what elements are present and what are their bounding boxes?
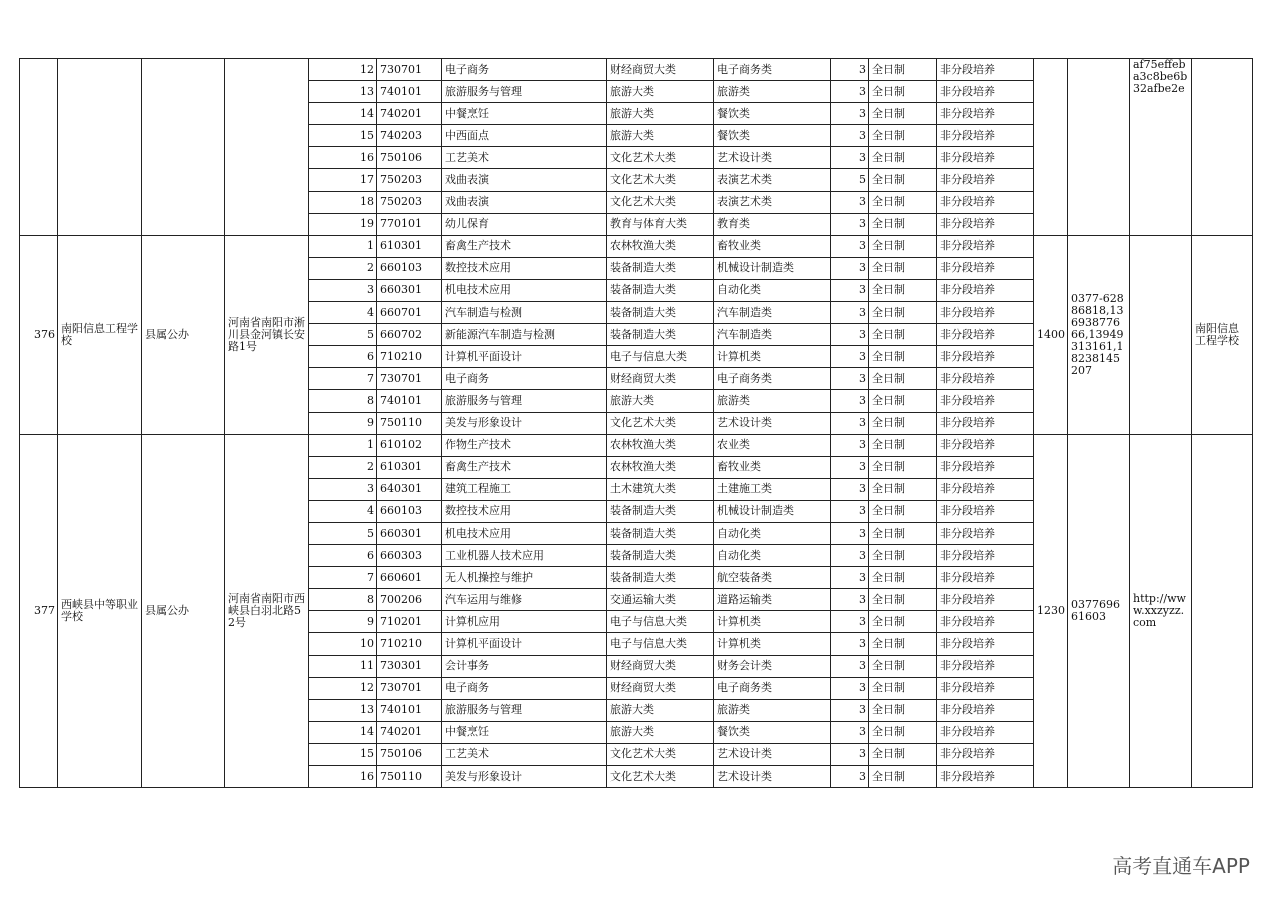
years-cell: 3 (831, 766, 869, 788)
study-mode-cell: 全日制 (869, 302, 937, 324)
enrollment-cell: 1230 (1034, 434, 1068, 788)
subcategory-cell: 教育类 (714, 213, 831, 235)
study-mode-cell: 全日制 (869, 169, 937, 191)
seq-cell: 11 (309, 655, 377, 677)
major-code-cell: 740101 (377, 81, 442, 103)
major-name-cell: 汽车制造与检测 (442, 302, 607, 324)
study-mode-cell: 全日制 (869, 699, 937, 721)
seq-cell: 9 (309, 611, 377, 633)
training-type-cell: 非分段培养 (937, 677, 1034, 699)
enrollment-cell: 1400 (1034, 235, 1068, 434)
years-cell: 3 (831, 478, 869, 500)
study-mode-cell: 全日制 (869, 59, 937, 81)
training-type-cell: 非分段培养 (937, 456, 1034, 478)
seq-cell: 2 (309, 456, 377, 478)
major-name-cell: 电子商务 (442, 368, 607, 390)
major-code-cell: 660601 (377, 567, 442, 589)
remark-cell (1192, 434, 1253, 788)
table-row (20, 235, 1253, 257)
training-type-cell: 非分段培养 (937, 103, 1034, 125)
subcategory-cell: 表演艺术类 (714, 169, 831, 191)
study-mode-cell: 全日制 (869, 368, 937, 390)
major-name-cell: 工业机器人技术应用 (442, 545, 607, 567)
category-cell: 旅游大类 (607, 721, 714, 743)
phone-cell: 0377-62886818,13693877666,13949313161,18238145207 (1068, 235, 1130, 434)
major-code-cell: 610301 (377, 235, 442, 257)
years-cell: 3 (831, 324, 869, 346)
school-name-cell: 南阳信息工程学校 (58, 235, 142, 434)
major-code-cell: 610301 (377, 456, 442, 478)
category-cell: 旅游大类 (607, 81, 714, 103)
category-cell: 文化艺术大类 (607, 412, 714, 434)
training-type-cell: 非分段培养 (937, 279, 1034, 301)
years-cell: 3 (831, 125, 869, 147)
years-cell: 3 (831, 500, 869, 522)
major-code-cell: 730701 (377, 677, 442, 699)
subcategory-cell: 餐饮类 (714, 103, 831, 125)
address-cell: 河南省南阳市西峡县白羽北路52号 (225, 434, 309, 788)
major-code-cell: 610102 (377, 434, 442, 456)
training-type-cell: 非分段培养 (937, 699, 1034, 721)
category-cell: 旅游大类 (607, 103, 714, 125)
subcategory-cell: 财务会计类 (714, 655, 831, 677)
table-body (20, 59, 1253, 788)
seq-cell: 7 (309, 567, 377, 589)
category-cell: 装备制造大类 (607, 500, 714, 522)
major-code-cell: 740201 (377, 721, 442, 743)
category-cell: 装备制造大类 (607, 522, 714, 544)
study-mode-cell: 全日制 (869, 522, 937, 544)
major-name-cell: 机电技术应用 (442, 279, 607, 301)
major-code-cell: 730301 (377, 655, 442, 677)
subcategory-cell: 电子商务类 (714, 677, 831, 699)
category-cell: 装备制造大类 (607, 257, 714, 279)
seq-cell: 8 (309, 589, 377, 611)
seq-cell: 12 (309, 677, 377, 699)
ownership-cell: 县属公办 (142, 434, 225, 788)
training-type-cell: 非分段培养 (937, 500, 1034, 522)
study-mode-cell: 全日制 (869, 103, 937, 125)
watermark: 高考直通车APP (1112, 854, 1250, 878)
subcategory-cell: 旅游类 (714, 390, 831, 412)
training-type-cell: 非分段培养 (937, 368, 1034, 390)
subcategory-cell: 旅游类 (714, 699, 831, 721)
major-code-cell: 750203 (377, 191, 442, 213)
subcategory-cell: 表演艺术类 (714, 191, 831, 213)
category-cell: 电子与信息大类 (607, 611, 714, 633)
seq-cell: 15 (309, 125, 377, 147)
major-name-cell: 中餐烹饪 (442, 721, 607, 743)
major-name-cell: 工艺美术 (442, 743, 607, 765)
table-row (20, 434, 1253, 456)
training-type-cell: 非分段培养 (937, 545, 1034, 567)
seq-cell: 19 (309, 213, 377, 235)
major-code-cell: 710201 (377, 611, 442, 633)
enrollment-cell (1034, 59, 1068, 236)
category-cell: 财经商贸大类 (607, 59, 714, 81)
table-row (20, 59, 1253, 81)
subcategory-cell: 艺术设计类 (714, 147, 831, 169)
training-type-cell: 非分段培养 (937, 434, 1034, 456)
subcategory-cell: 航空装备类 (714, 567, 831, 589)
years-cell: 3 (831, 611, 869, 633)
seq-cell: 5 (309, 324, 377, 346)
training-type-cell: 非分段培养 (937, 125, 1034, 147)
category-cell: 电子与信息大类 (607, 346, 714, 368)
school-name-cell: 西峡县中等职业学校 (58, 434, 142, 788)
training-type-cell: 非分段培养 (937, 611, 1034, 633)
subcategory-cell: 旅游类 (714, 81, 831, 103)
study-mode-cell: 全日制 (869, 500, 937, 522)
seq-cell: 14 (309, 103, 377, 125)
years-cell: 3 (831, 456, 869, 478)
category-cell: 文化艺术大类 (607, 147, 714, 169)
seq-cell: 16 (309, 766, 377, 788)
subcategory-cell: 艺术设计类 (714, 743, 831, 765)
enrollment-table (19, 58, 1253, 788)
category-cell: 教育与体育大类 (607, 213, 714, 235)
major-name-cell: 数控技术应用 (442, 257, 607, 279)
study-mode-cell: 全日制 (869, 677, 937, 699)
study-mode-cell: 全日制 (869, 766, 937, 788)
major-name-cell: 电子商务 (442, 59, 607, 81)
category-cell: 文化艺术大类 (607, 191, 714, 213)
years-cell: 3 (831, 655, 869, 677)
study-mode-cell: 全日制 (869, 147, 937, 169)
training-type-cell: 非分段培养 (937, 59, 1034, 81)
years-cell: 3 (831, 412, 869, 434)
subcategory-cell: 电子商务类 (714, 59, 831, 81)
study-mode-cell: 全日制 (869, 235, 937, 257)
major-code-cell: 660702 (377, 324, 442, 346)
major-code-cell: 660303 (377, 545, 442, 567)
website-cell: af75effeba3c8be6b32afbe2e (1130, 59, 1192, 236)
major-code-cell: 710210 (377, 346, 442, 368)
years-cell: 3 (831, 147, 869, 169)
website-cell: http://www.xxzyzz.com (1130, 434, 1192, 788)
years-cell: 3 (831, 390, 869, 412)
category-cell: 装备制造大类 (607, 279, 714, 301)
seq-cell: 13 (309, 81, 377, 103)
subcategory-cell: 艺术设计类 (714, 412, 831, 434)
category-cell: 装备制造大类 (607, 302, 714, 324)
major-code-cell: 660103 (377, 257, 442, 279)
major-name-cell: 幼儿保育 (442, 213, 607, 235)
study-mode-cell: 全日制 (869, 611, 937, 633)
training-type-cell: 非分段培养 (937, 522, 1034, 544)
subcategory-cell: 艺术设计类 (714, 766, 831, 788)
major-name-cell: 新能源汽车制造与检测 (442, 324, 607, 346)
phone-cell (1068, 59, 1130, 236)
training-type-cell: 非分段培养 (937, 567, 1034, 589)
category-cell: 文化艺术大类 (607, 766, 714, 788)
seq-cell: 15 (309, 743, 377, 765)
seq-cell: 3 (309, 279, 377, 301)
study-mode-cell: 全日制 (869, 412, 937, 434)
subcategory-cell: 汽车制造类 (714, 302, 831, 324)
major-code-cell: 660701 (377, 302, 442, 324)
study-mode-cell: 全日制 (869, 324, 937, 346)
years-cell: 3 (831, 368, 869, 390)
category-cell: 财经商贸大类 (607, 368, 714, 390)
seq-cell: 10 (309, 633, 377, 655)
major-name-cell: 中餐烹饪 (442, 103, 607, 125)
training-type-cell: 非分段培养 (937, 655, 1034, 677)
years-cell: 3 (831, 235, 869, 257)
major-name-cell: 建筑工程施工 (442, 478, 607, 500)
school-number-cell (20, 59, 58, 236)
years-cell: 3 (831, 545, 869, 567)
major-name-cell: 工艺美术 (442, 147, 607, 169)
study-mode-cell: 全日制 (869, 390, 937, 412)
training-type-cell: 非分段培养 (937, 346, 1034, 368)
ownership-cell: 县属公办 (142, 235, 225, 434)
seq-cell: 12 (309, 59, 377, 81)
years-cell: 3 (831, 633, 869, 655)
seq-cell: 13 (309, 699, 377, 721)
major-name-cell: 计算机平面设计 (442, 346, 607, 368)
seq-cell: 7 (309, 368, 377, 390)
years-cell: 3 (831, 302, 869, 324)
subcategory-cell: 畜牧业类 (714, 235, 831, 257)
major-name-cell: 旅游服务与管理 (442, 390, 607, 412)
subcategory-cell: 计算机类 (714, 346, 831, 368)
major-name-cell: 无人机操控与维护 (442, 567, 607, 589)
training-type-cell: 非分段培养 (937, 412, 1034, 434)
training-type-cell: 非分段培养 (937, 257, 1034, 279)
major-name-cell: 美发与形象设计 (442, 412, 607, 434)
study-mode-cell: 全日制 (869, 279, 937, 301)
major-name-cell: 机电技术应用 (442, 522, 607, 544)
seq-cell: 17 (309, 169, 377, 191)
category-cell: 农林牧渔大类 (607, 434, 714, 456)
major-code-cell: 770101 (377, 213, 442, 235)
subcategory-cell: 自动化类 (714, 522, 831, 544)
years-cell: 3 (831, 103, 869, 125)
major-code-cell: 660301 (377, 279, 442, 301)
study-mode-cell: 全日制 (869, 456, 937, 478)
category-cell: 旅游大类 (607, 390, 714, 412)
study-mode-cell: 全日制 (869, 721, 937, 743)
subcategory-cell: 自动化类 (714, 545, 831, 567)
years-cell: 3 (831, 81, 869, 103)
major-code-cell: 640301 (377, 478, 442, 500)
category-cell: 文化艺术大类 (607, 169, 714, 191)
school-name-cell (58, 59, 142, 236)
years-cell: 3 (831, 522, 869, 544)
ownership-cell (142, 59, 225, 236)
study-mode-cell: 全日制 (869, 743, 937, 765)
training-type-cell: 非分段培养 (937, 235, 1034, 257)
major-name-cell: 旅游服务与管理 (442, 81, 607, 103)
study-mode-cell: 全日制 (869, 655, 937, 677)
subcategory-cell: 计算机类 (714, 633, 831, 655)
training-type-cell: 非分段培养 (937, 633, 1034, 655)
study-mode-cell: 全日制 (869, 589, 937, 611)
major-code-cell: 710210 (377, 633, 442, 655)
subcategory-cell: 电子商务类 (714, 368, 831, 390)
training-type-cell: 非分段培养 (937, 324, 1034, 346)
major-code-cell: 750106 (377, 147, 442, 169)
years-cell: 3 (831, 677, 869, 699)
seq-cell: 16 (309, 147, 377, 169)
major-code-cell: 740101 (377, 699, 442, 721)
training-type-cell: 非分段培养 (937, 766, 1034, 788)
study-mode-cell: 全日制 (869, 567, 937, 589)
category-cell: 土木建筑大类 (607, 478, 714, 500)
major-name-cell: 中西面点 (442, 125, 607, 147)
category-cell: 旅游大类 (607, 125, 714, 147)
seq-cell: 1 (309, 434, 377, 456)
major-name-cell: 作物生产技术 (442, 434, 607, 456)
years-cell: 3 (831, 721, 869, 743)
category-cell: 装备制造大类 (607, 545, 714, 567)
subcategory-cell: 餐饮类 (714, 125, 831, 147)
category-cell: 电子与信息大类 (607, 633, 714, 655)
major-name-cell: 会计事务 (442, 655, 607, 677)
training-type-cell: 非分段培养 (937, 147, 1034, 169)
training-type-cell: 非分段培养 (937, 191, 1034, 213)
major-code-cell: 750110 (377, 412, 442, 434)
study-mode-cell: 全日制 (869, 346, 937, 368)
category-cell: 装备制造大类 (607, 567, 714, 589)
major-code-cell: 730701 (377, 59, 442, 81)
school-number-cell: 377 (20, 434, 58, 788)
address-cell: 河南省南阳市淅川县金河镇长安路1号 (225, 235, 309, 434)
training-type-cell: 非分段培养 (937, 169, 1034, 191)
study-mode-cell: 全日制 (869, 478, 937, 500)
seq-cell: 6 (309, 545, 377, 567)
subcategory-cell: 餐饮类 (714, 721, 831, 743)
subcategory-cell: 畜牧业类 (714, 456, 831, 478)
major-code-cell: 660301 (377, 522, 442, 544)
study-mode-cell: 全日制 (869, 434, 937, 456)
study-mode-cell: 全日制 (869, 633, 937, 655)
category-cell: 交通运输大类 (607, 589, 714, 611)
major-code-cell: 740201 (377, 103, 442, 125)
major-name-cell: 数控技术应用 (442, 500, 607, 522)
major-code-cell: 750203 (377, 169, 442, 191)
major-name-cell: 旅游服务与管理 (442, 699, 607, 721)
training-type-cell: 非分段培养 (937, 478, 1034, 500)
major-name-cell: 畜禽生产技术 (442, 235, 607, 257)
subcategory-cell: 农业类 (714, 434, 831, 456)
major-name-cell: 电子商务 (442, 677, 607, 699)
training-type-cell: 非分段培养 (937, 721, 1034, 743)
years-cell: 3 (831, 434, 869, 456)
years-cell: 3 (831, 346, 869, 368)
category-cell: 农林牧渔大类 (607, 235, 714, 257)
subcategory-cell: 机械设计制造类 (714, 500, 831, 522)
school-number-cell: 376 (20, 235, 58, 434)
training-type-cell: 非分段培养 (937, 390, 1034, 412)
study-mode-cell: 全日制 (869, 545, 937, 567)
subcategory-cell: 汽车制造类 (714, 324, 831, 346)
major-code-cell: 750106 (377, 743, 442, 765)
training-type-cell: 非分段培养 (937, 589, 1034, 611)
major-name-cell: 美发与形象设计 (442, 766, 607, 788)
training-type-cell: 非分段培养 (937, 213, 1034, 235)
seq-cell: 8 (309, 390, 377, 412)
subcategory-cell: 自动化类 (714, 279, 831, 301)
major-code-cell: 750110 (377, 766, 442, 788)
years-cell: 3 (831, 191, 869, 213)
study-mode-cell: 全日制 (869, 213, 937, 235)
years-cell: 3 (831, 589, 869, 611)
years-cell: 3 (831, 567, 869, 589)
phone-cell: 037769661603 (1068, 434, 1130, 788)
training-type-cell: 非分段培养 (937, 743, 1034, 765)
training-type-cell: 非分段培养 (937, 302, 1034, 324)
years-cell: 3 (831, 213, 869, 235)
seq-cell: 9 (309, 412, 377, 434)
category-cell: 财经商贸大类 (607, 655, 714, 677)
subcategory-cell: 道路运输类 (714, 589, 831, 611)
category-cell: 文化艺术大类 (607, 743, 714, 765)
seq-cell: 18 (309, 191, 377, 213)
years-cell: 3 (831, 257, 869, 279)
category-cell: 旅游大类 (607, 699, 714, 721)
study-mode-cell: 全日制 (869, 125, 937, 147)
years-cell: 3 (831, 699, 869, 721)
category-cell: 装备制造大类 (607, 324, 714, 346)
major-code-cell: 730701 (377, 368, 442, 390)
study-mode-cell: 全日制 (869, 257, 937, 279)
subcategory-cell: 计算机类 (714, 611, 831, 633)
seq-cell: 5 (309, 522, 377, 544)
address-cell (225, 59, 309, 236)
seq-cell: 4 (309, 302, 377, 324)
training-type-cell: 非分段培养 (937, 81, 1034, 103)
seq-cell: 1 (309, 235, 377, 257)
seq-cell: 3 (309, 478, 377, 500)
subcategory-cell: 土建施工类 (714, 478, 831, 500)
category-cell: 农林牧渔大类 (607, 456, 714, 478)
remark-cell (1192, 59, 1253, 236)
study-mode-cell: 全日制 (869, 191, 937, 213)
major-name-cell: 戏曲表演 (442, 169, 607, 191)
major-code-cell: 740101 (377, 390, 442, 412)
seq-cell: 14 (309, 721, 377, 743)
major-code-cell: 660103 (377, 500, 442, 522)
study-mode-cell: 全日制 (869, 81, 937, 103)
remark-cell: 南阳信息工程学校 (1192, 235, 1253, 434)
major-name-cell: 畜禽生产技术 (442, 456, 607, 478)
subcategory-cell: 机械设计制造类 (714, 257, 831, 279)
major-name-cell: 计算机应用 (442, 611, 607, 633)
website-cell (1130, 235, 1192, 434)
seq-cell: 2 (309, 257, 377, 279)
major-name-cell: 戏曲表演 (442, 191, 607, 213)
seq-cell: 4 (309, 500, 377, 522)
major-code-cell: 740203 (377, 125, 442, 147)
years-cell: 3 (831, 743, 869, 765)
years-cell: 3 (831, 59, 869, 81)
years-cell: 5 (831, 169, 869, 191)
years-cell: 3 (831, 279, 869, 301)
major-name-cell: 计算机平面设计 (442, 633, 607, 655)
major-name-cell: 汽车运用与维修 (442, 589, 607, 611)
seq-cell: 6 (309, 346, 377, 368)
major-code-cell: 700206 (377, 589, 442, 611)
category-cell: 财经商贸大类 (607, 677, 714, 699)
